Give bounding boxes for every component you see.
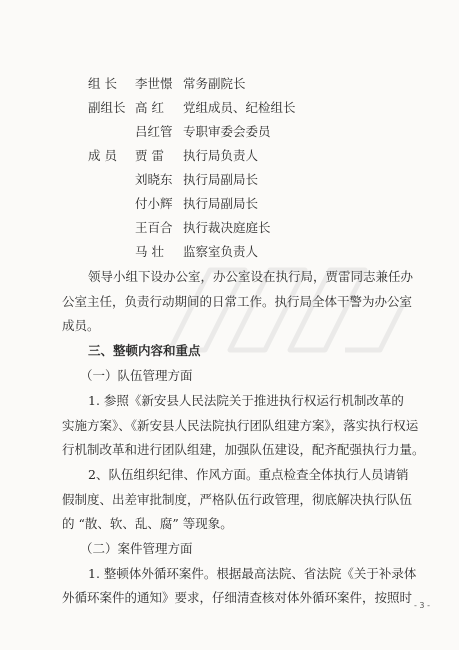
body-line: 外循环案件的通知》要求，仔细清查核对体外循环案件，按照时: [62, 590, 413, 605]
body-line: 1. 整顿体外循环案件。根据最高法院、省法院《关于补录体: [88, 566, 417, 581]
page-number: - 3 -: [414, 601, 430, 610]
roster-duty: 监察室负责人: [183, 244, 259, 259]
roster-name: 高 红: [135, 100, 164, 115]
roster-name: 王百合: [135, 220, 173, 235]
roster-duty: 执行局负责人: [183, 148, 259, 163]
body-line: 成员。: [62, 318, 100, 333]
roster-name: 李世憬: [135, 76, 173, 91]
roster-duty: 专职审委会委员: [183, 124, 271, 139]
roster-name: 刘晓东: [135, 172, 173, 187]
roster-role: 成 员: [88, 148, 117, 163]
body-line: 公室主任，负责行动期间的日常工作。执行局全体干警为办公室: [62, 294, 413, 309]
body-line: 的 “散、软、乱、腐” 等现象。: [62, 516, 233, 531]
roster-duty: 执行局副局长: [183, 196, 259, 211]
body-line: 假制度、出差审批制度，严格队伍行政管理，彻底解决执行队伍: [62, 492, 413, 507]
subsection-heading: （二）案件管理方面: [80, 541, 193, 556]
body-line: 实施方案》、《新安县人民法院执行团队组建方案》，落实执行权运: [62, 418, 419, 433]
roster-name: 付小辉: [135, 196, 173, 211]
subsection-heading: （一）队伍管理方面: [80, 368, 193, 383]
body-line: 行机制改革和进行团队组建，加强队伍建设，配齐配强执行力量。: [62, 442, 425, 457]
roster-name: 吕红管: [135, 124, 173, 139]
body-line: 2、队伍组织纪律、作风方面。重点检查全体执行人员请销: [88, 467, 409, 482]
watermark-logo-icon: [150, 200, 420, 390]
section-heading: 三、整顿内容和重点: [88, 343, 201, 358]
roster-name: 马 壮: [135, 244, 164, 259]
roster-role: 副组长: [88, 100, 126, 115]
roster-role: 组 长: [88, 76, 117, 91]
roster-duty: 执行局副局长: [183, 172, 259, 187]
roster-duty: 执行裁决庭庭长: [183, 220, 271, 235]
body-line: 1. 参照《新安县人民法院关于推进执行权运行机制改革的: [88, 393, 404, 408]
roster-duty: 常务副院长: [183, 76, 246, 91]
roster-duty: 党组成员、纪检组长: [183, 100, 296, 115]
body-line: 领导小组下设办公室，办公室设在执行局，贾雷同志兼任办: [88, 269, 414, 284]
roster-name: 贾 雷: [135, 148, 164, 163]
